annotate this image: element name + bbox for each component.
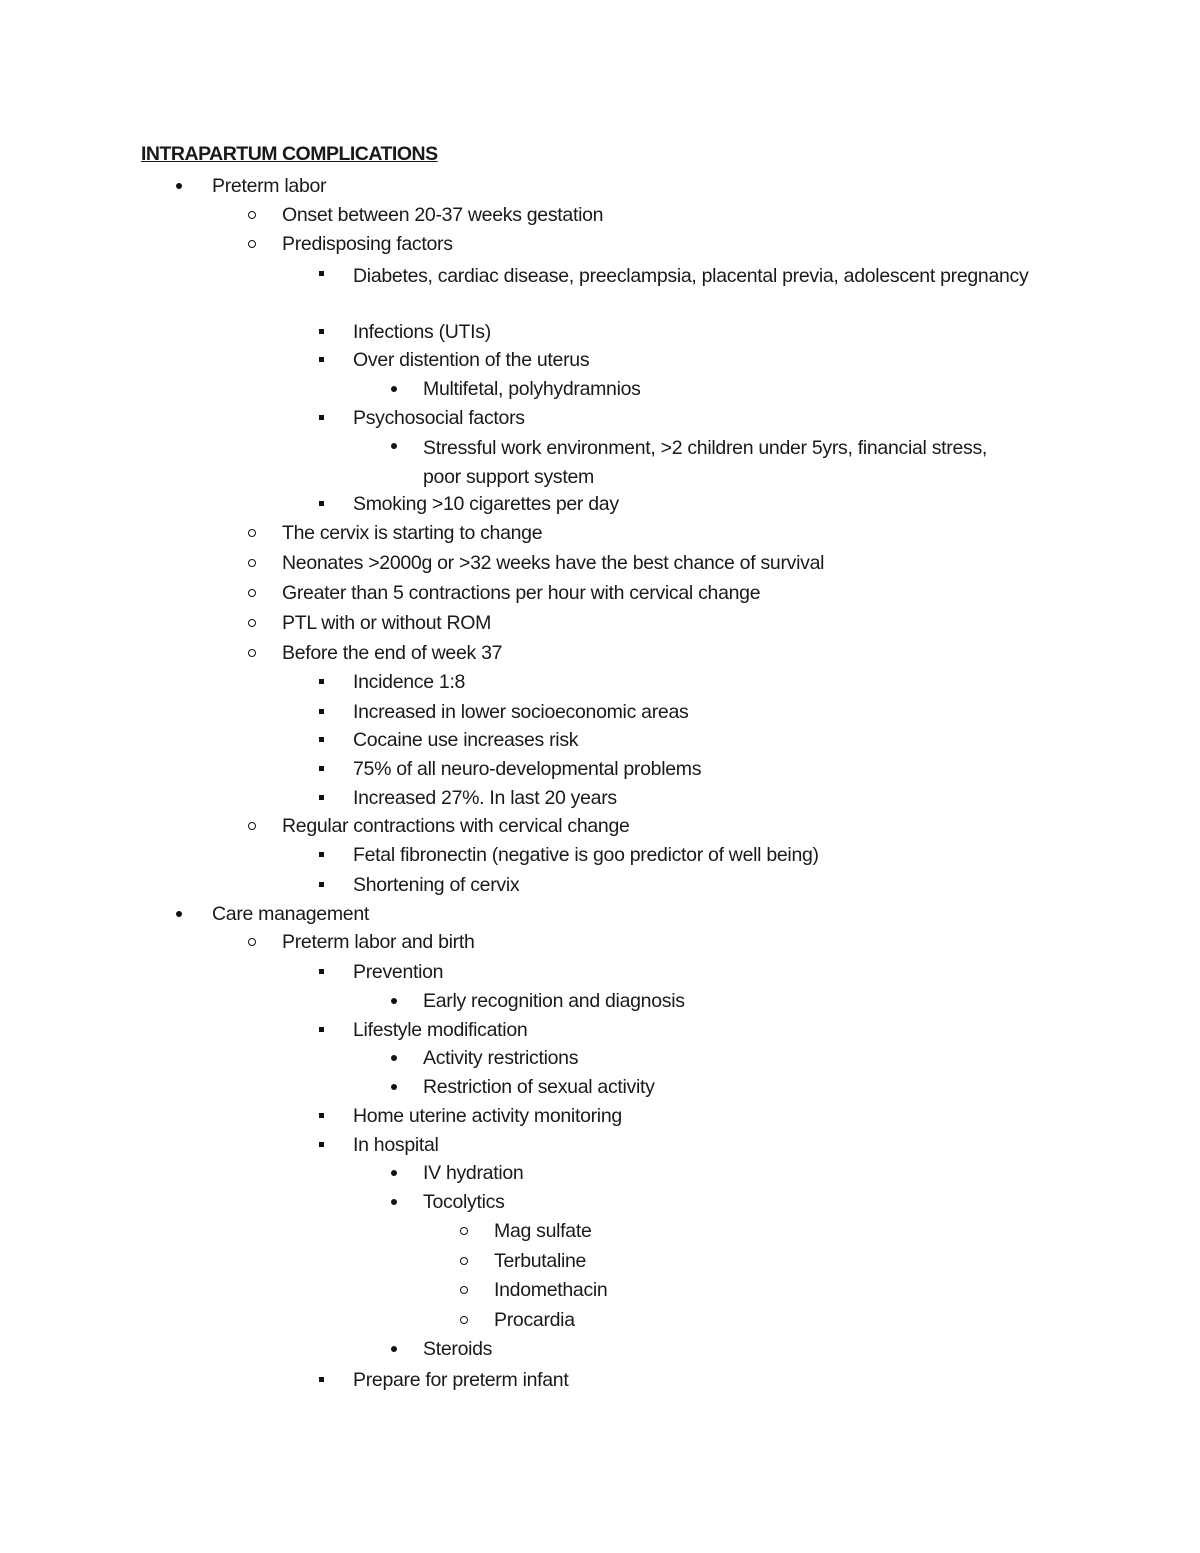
circle-bullet-icon <box>246 930 262 954</box>
list-item <box>0 814 1200 838</box>
list-item <box>0 174 1200 198</box>
square-bullet-icon <box>316 843 332 867</box>
circle-bullet-icon <box>246 203 262 227</box>
list-item-text: Stressful work environment, >2 children under 5yrs, financial stress, poor support system <box>423 437 988 488</box>
list-item-text: Preterm labor and birth <box>282 931 475 953</box>
list-item-text: Steroids <box>423 1338 493 1360</box>
list-item-text: Care management <box>212 903 370 925</box>
circle-bullet-icon <box>458 1219 474 1243</box>
list-item-text: Home uterine activity monitoring <box>353 1105 622 1127</box>
list-item-text: Psychosocial factors <box>353 407 525 429</box>
list-item <box>0 377 1200 401</box>
list-item-text: Restriction of sexual activity <box>423 1076 655 1098</box>
list-item <box>0 670 1200 694</box>
list-item-text: Early recognition and diagnosis <box>423 990 685 1012</box>
disc-bullet-icon <box>387 989 403 1013</box>
list-item <box>0 700 1200 724</box>
list-item <box>0 930 1200 954</box>
list-item <box>0 902 1200 926</box>
square-bullet-icon <box>316 1133 332 1157</box>
list-item <box>0 1046 1200 1070</box>
list-item <box>0 1219 1200 1243</box>
list-item-text: Preterm labor <box>212 175 327 197</box>
square-bullet-icon <box>316 1368 332 1392</box>
list-item-text: PTL with or without ROM <box>282 612 492 634</box>
circle-bullet-icon <box>246 641 262 665</box>
list-item <box>0 1278 1200 1302</box>
list-item-text: Greater than 5 contractions per hour with cervical change <box>282 582 761 604</box>
square-bullet-icon <box>316 320 332 344</box>
list-item <box>0 232 1200 256</box>
list-item-text: Smoking >10 cigarettes per day <box>353 493 619 515</box>
square-bullet-icon <box>316 1018 332 1042</box>
list-item-text: Increased 27%. In last 20 years <box>353 787 617 809</box>
list-item-text: IV hydration <box>423 1162 524 1184</box>
square-bullet-icon <box>316 262 332 286</box>
disc-bullet-icon <box>387 1337 403 1361</box>
square-bullet-icon <box>316 406 332 430</box>
list-item-text: Activity restrictions <box>423 1047 579 1069</box>
circle-bullet-icon <box>246 551 262 575</box>
list-item <box>0 728 1200 752</box>
list-item <box>0 521 1200 545</box>
square-bullet-icon <box>316 492 332 516</box>
list-item-text: In hospital <box>353 1134 439 1156</box>
list-item-text: Neonates >2000g or >32 weeks have the best chance of survival <box>282 552 825 574</box>
square-bullet-icon <box>316 757 332 781</box>
list-item <box>0 581 1200 605</box>
square-bullet-icon <box>316 670 332 694</box>
list-item-text: Tocolytics <box>423 1191 505 1213</box>
square-bullet-icon <box>316 873 332 897</box>
list-item <box>0 492 1200 516</box>
disc-bullet-icon <box>387 434 403 458</box>
list-item <box>0 348 1200 372</box>
disc-bullet-icon <box>387 1046 403 1070</box>
list-item-text: Incidence 1:8 <box>353 671 466 693</box>
list-item <box>0 843 1200 867</box>
list-item <box>0 1018 1200 1042</box>
page-title: INTRAPARTUM COMPLICATIONS <box>141 143 438 165</box>
list-item-text: Increased in lower socioeconomic areas <box>353 701 689 723</box>
list-item <box>0 262 1200 286</box>
square-bullet-icon <box>316 728 332 752</box>
list-item <box>0 203 1200 227</box>
list-item-text: The cervix is starting to change <box>282 522 543 544</box>
disc-bullet-icon <box>387 1161 403 1185</box>
list-item <box>0 551 1200 575</box>
circle-bullet-icon <box>458 1278 474 1302</box>
list-item <box>0 1368 1200 1392</box>
list-item <box>0 1161 1200 1185</box>
disc-bullet-icon <box>387 1190 403 1214</box>
list-item <box>0 320 1200 344</box>
disc-bullet-icon <box>172 902 188 926</box>
circle-bullet-icon <box>246 611 262 635</box>
list-item-text: Prevention <box>353 961 444 983</box>
list-item <box>0 786 1200 810</box>
circle-bullet-icon <box>458 1308 474 1332</box>
square-bullet-icon <box>316 348 332 372</box>
circle-bullet-icon <box>246 232 262 256</box>
list-item <box>0 960 1200 984</box>
square-bullet-icon <box>316 1104 332 1128</box>
square-bullet-icon <box>316 960 332 984</box>
square-bullet-icon <box>316 786 332 810</box>
list-item-text: Procardia <box>494 1309 575 1331</box>
list-item-text: Predisposing factors <box>282 233 453 255</box>
square-bullet-icon <box>316 700 332 724</box>
circle-bullet-icon <box>246 521 262 545</box>
list-item-text: Multifetal, polyhydramnios <box>423 378 641 400</box>
list-item <box>0 434 1200 488</box>
list-item-text: Lifestyle modification <box>353 1019 528 1041</box>
list-item-text: Cocaine use increases risk <box>353 729 579 751</box>
list-item-text: 75% of all neuro-developmental problems <box>353 758 702 780</box>
list-item <box>0 1190 1200 1214</box>
list-item-text: Fetal fibronectin (negative is goo predictor of well being) <box>353 844 819 866</box>
list-item <box>0 989 1200 1013</box>
list-item <box>0 1308 1200 1332</box>
circle-bullet-icon <box>246 814 262 838</box>
disc-bullet-icon <box>387 377 403 401</box>
circle-bullet-icon <box>246 581 262 605</box>
list-item-text: Over distention of the uterus <box>353 349 590 371</box>
disc-bullet-icon <box>172 174 188 198</box>
list-item-text: Shortening of cervix <box>353 874 520 896</box>
list-item-text: Onset between 20-37 weeks gestation <box>282 204 604 226</box>
list-item <box>0 611 1200 635</box>
circle-bullet-icon <box>458 1249 474 1273</box>
list-item <box>0 1133 1200 1157</box>
list-item-text: Indomethacin <box>494 1279 608 1301</box>
list-item <box>0 1075 1200 1099</box>
disc-bullet-icon <box>387 1075 403 1099</box>
list-item-text: Diabetes, cardiac disease, preeclampsia, placental previa, adolescent pregnancy <box>353 265 1029 287</box>
list-item-text: Before the end of week 37 <box>282 642 503 664</box>
list-item <box>0 1104 1200 1128</box>
list-item <box>0 873 1200 897</box>
list-item-text: Prepare for preterm infant <box>353 1369 569 1391</box>
list-item <box>0 757 1200 781</box>
list-item <box>0 406 1200 430</box>
list-item <box>0 1337 1200 1361</box>
list-item <box>0 641 1200 665</box>
list-item <box>0 1249 1200 1273</box>
list-item-text: Terbutaline <box>494 1250 587 1272</box>
list-item-text: Infections (UTIs) <box>353 321 491 343</box>
list-item-text: Regular contractions with cervical change <box>282 815 630 837</box>
list-item-text: Mag sulfate <box>494 1220 592 1242</box>
